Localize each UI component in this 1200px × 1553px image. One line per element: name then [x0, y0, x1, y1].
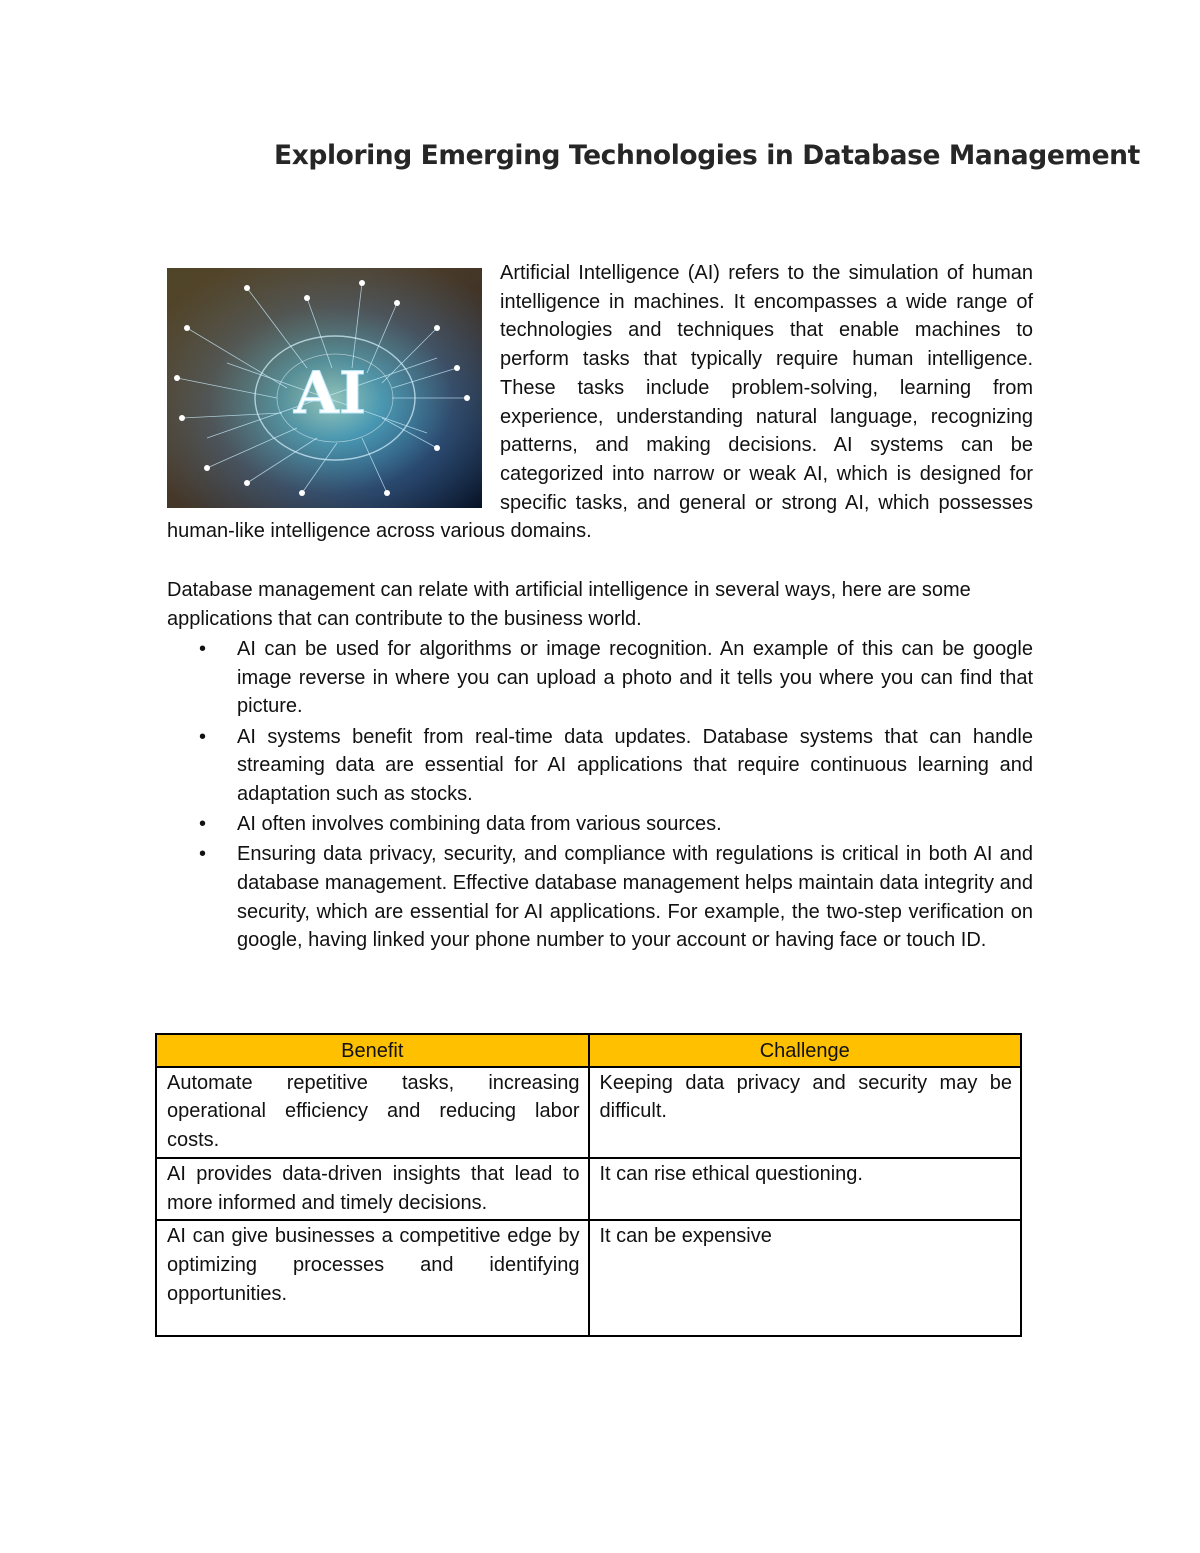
bullet-icon: • [199, 813, 207, 836]
intro-section [167, 259, 1033, 546]
list-item [167, 723, 1033, 809]
challenge-cell: Keeping data privacy and security may be difficult. [589, 1067, 1022, 1158]
bullet-icon: • [199, 637, 207, 660]
applications-section [167, 576, 1033, 955]
bullet-icon: • [199, 725, 207, 748]
challenge-cell: It can rise ethical questioning. [589, 1158, 1022, 1220]
list-item-text: AI can be used for algorithms or image recognition. An example of this can be google image reverse in where you can upload a photo and it tells you where you can find that picture. [237, 637, 1033, 718]
challenge-cell: It can be expensive [589, 1220, 1022, 1336]
document-title: Exploring Emerging Technologies in Database Management [274, 140, 1140, 171]
benefit-cell: AI provides data-driven insights that lead to more informed and timely decisions. [156, 1158, 589, 1220]
benefit-cell: Automate repetitive tasks, increasing operational efficiency and reducing labor costs. [156, 1067, 589, 1158]
applications-list [167, 635, 1033, 955]
benefit-challenge-table [155, 1033, 1022, 1337]
bullet-icon: • [199, 843, 207, 866]
table-row [156, 1220, 1021, 1336]
table-row [156, 1067, 1021, 1158]
benefit-cell: AI can give businesses a competitive edge by optimizing processes and identifying opportunities. [156, 1220, 589, 1336]
list-item-text: Ensuring data privacy, security, and compliance with regulations is critical in both AI and database management. Effective database management helps maintain data integrity and security, which are essential for AI applications. For example, the two-step verification on google, having linked your phone number to your account or having face or touch ID. [237, 843, 1033, 952]
list-item [167, 840, 1033, 955]
applications-intro: Database management can relate with artificial intelligence in several ways, here are some applications that can contribute to the business world. [167, 579, 971, 630]
ai-illustration-label: AI [293, 359, 367, 427]
list-item-text: AI often involves combining data from various sources. [237, 813, 722, 836]
table-header-row [156, 1034, 1021, 1067]
list-item-text: AI systems benefit from real-time data updates. Database systems that can handle streaming data are essential for AI applications that require continuous learning and adaptation such as stocks. [237, 725, 1033, 805]
list-item [167, 635, 1033, 721]
table-row [156, 1158, 1021, 1220]
list-item [167, 810, 1033, 839]
header-benefit: Benefit [156, 1034, 589, 1067]
header-challenge: Challenge [589, 1034, 1022, 1067]
intro-paragraph: Artificial Intelligence (AI) refers to the simulation of human intelligence in machines. It encompasses a wide range of technologies and techniques that enable machines to perform tasks that typically require human intelligence. These tasks include problem-solving, learning from experience, understanding natural language, recognizing patterns, and making decisions. AI systems can be categorized into narrow or weak AI, which is designed for specific tasks, and general or strong AI, which possesses human-like intelligence across various domains. [167, 262, 1033, 543]
ai-illustration [167, 268, 482, 508]
